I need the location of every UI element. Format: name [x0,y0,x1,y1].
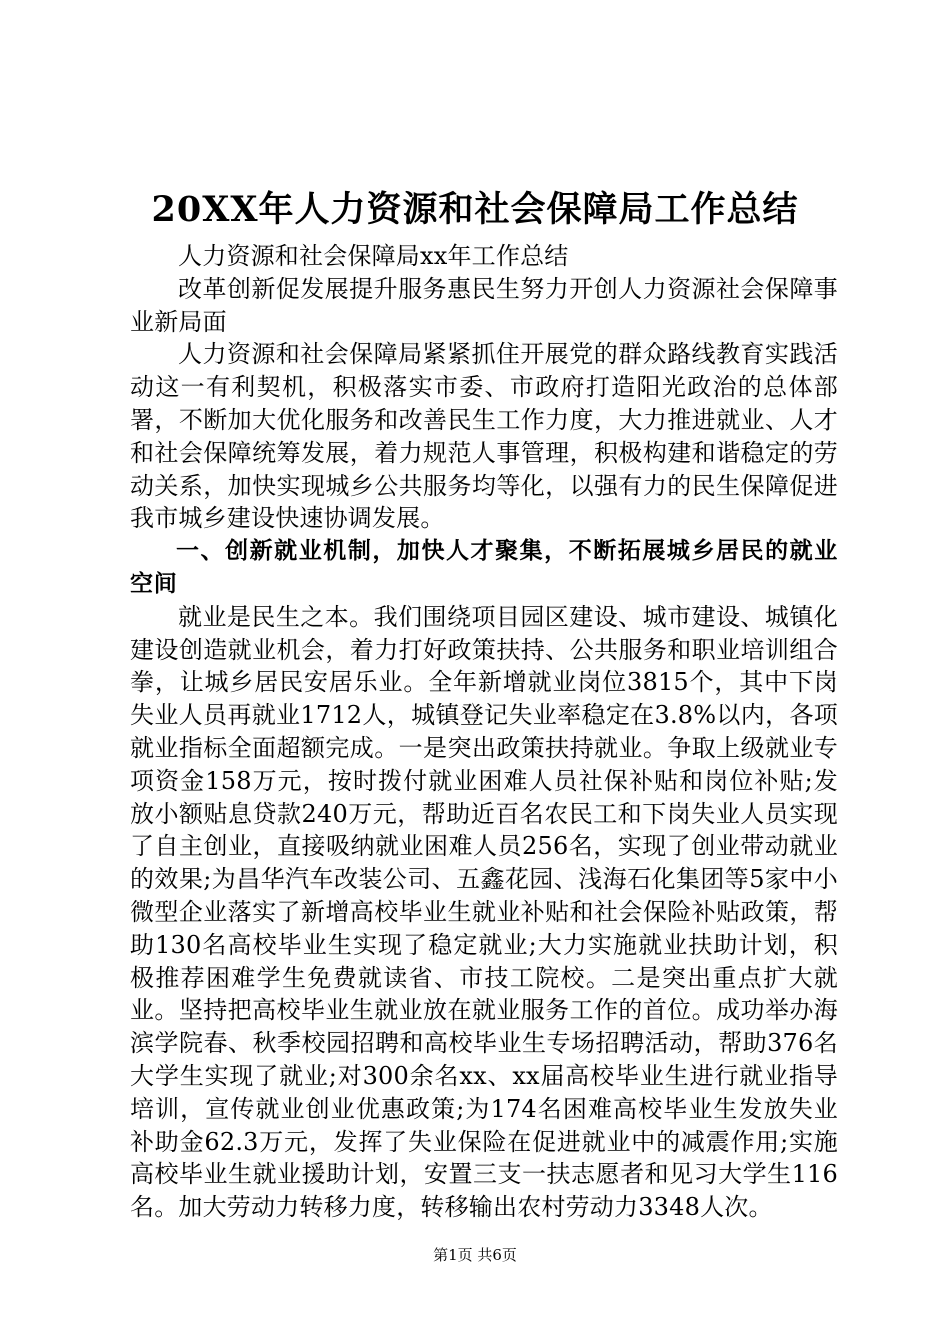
body-paragraph: 就业是民生之本。我们围绕项目园区建设、城市建设、城镇化建设创造就业机会，着力打好政策扶持、公共服务和职业培训组合拳，让城乡居民安居乐业。全年新增就业岗位3815个，其中下岗失业人员再就业1712人，城镇登记失业率稳定在3.8%以内，各项就业指标全面超额完成。一是突出政策扶持就业。争取上级就业专项资金158万元，按时拨付就业困难人员社保补贴和岗位补贴;发放小额贴息贷款240万元，帮助近百名农民工和下岗失业人员实现了自主创业，直接吸纳就业困难人员256名，实现了创业带动就业的效果;为昌华汽车改装公司、五鑫花园、浅海石化集团等5家中小微型企业落实了新增高校毕业生就业补贴和社会保险补贴政策，帮助130名高校毕业生实现了稳定就业;大力实施就业扶助计划，积极推荐困难学生免费就读省、市技工院校。二是突出重点扩大就业。坚持把高校毕业生就业放在就业服务工作的首位。成功举办海滨学院春、秋季校园招聘和高校毕业生专场招聘活动，帮助376名大学生实现了就业;对300余名xx、xx届高校毕业生进行就业指导培训，宣传就业创业优惠政策;为174名困难高校毕业生发放失业补助金62.3万元，发挥了失业保险在促进就业中的减震作用;实施高校毕业生就业援助计划，安置三支一扶志愿者和见习大学生116名。加大劳动力转移力度，转移输出农村劳动力3348人次。 [130,602,838,1222]
intro-paragraph: 人力资源和社会保障局紧紧抓住开展党的群众路线教育实践活动这一有利契机，积极落实市委、市政府打造阳光政治的总体部署，不断加大优化服务和改善民生工作力度，大力推进就业、人才和社会保障统筹发展，着力规范人事管理，积极构建和谐稳定的劳动关系，加快实现城乡公共服务均等化，以强有力的民生保障促进我市城乡建设快速协调发展。 [130,340,838,533]
slogan-paragraph: 改革创新促发展提升服务惠民生努力开创人力资源社会保障事业新局面 [130,274,838,336]
document-title: 20XX年人力资源和社会保障局工作总结 [151,189,799,230]
section-heading: 一、创新就业机制，加快人才聚集，不断拓展城乡居民的就业空间 [130,538,838,597]
document-body [130,240,838,1224]
page-footer: 第1页 共6页 [433,1246,517,1264]
subtitle-paragraph: 人力资源和社会保障局xx年工作总结 [178,242,569,270]
